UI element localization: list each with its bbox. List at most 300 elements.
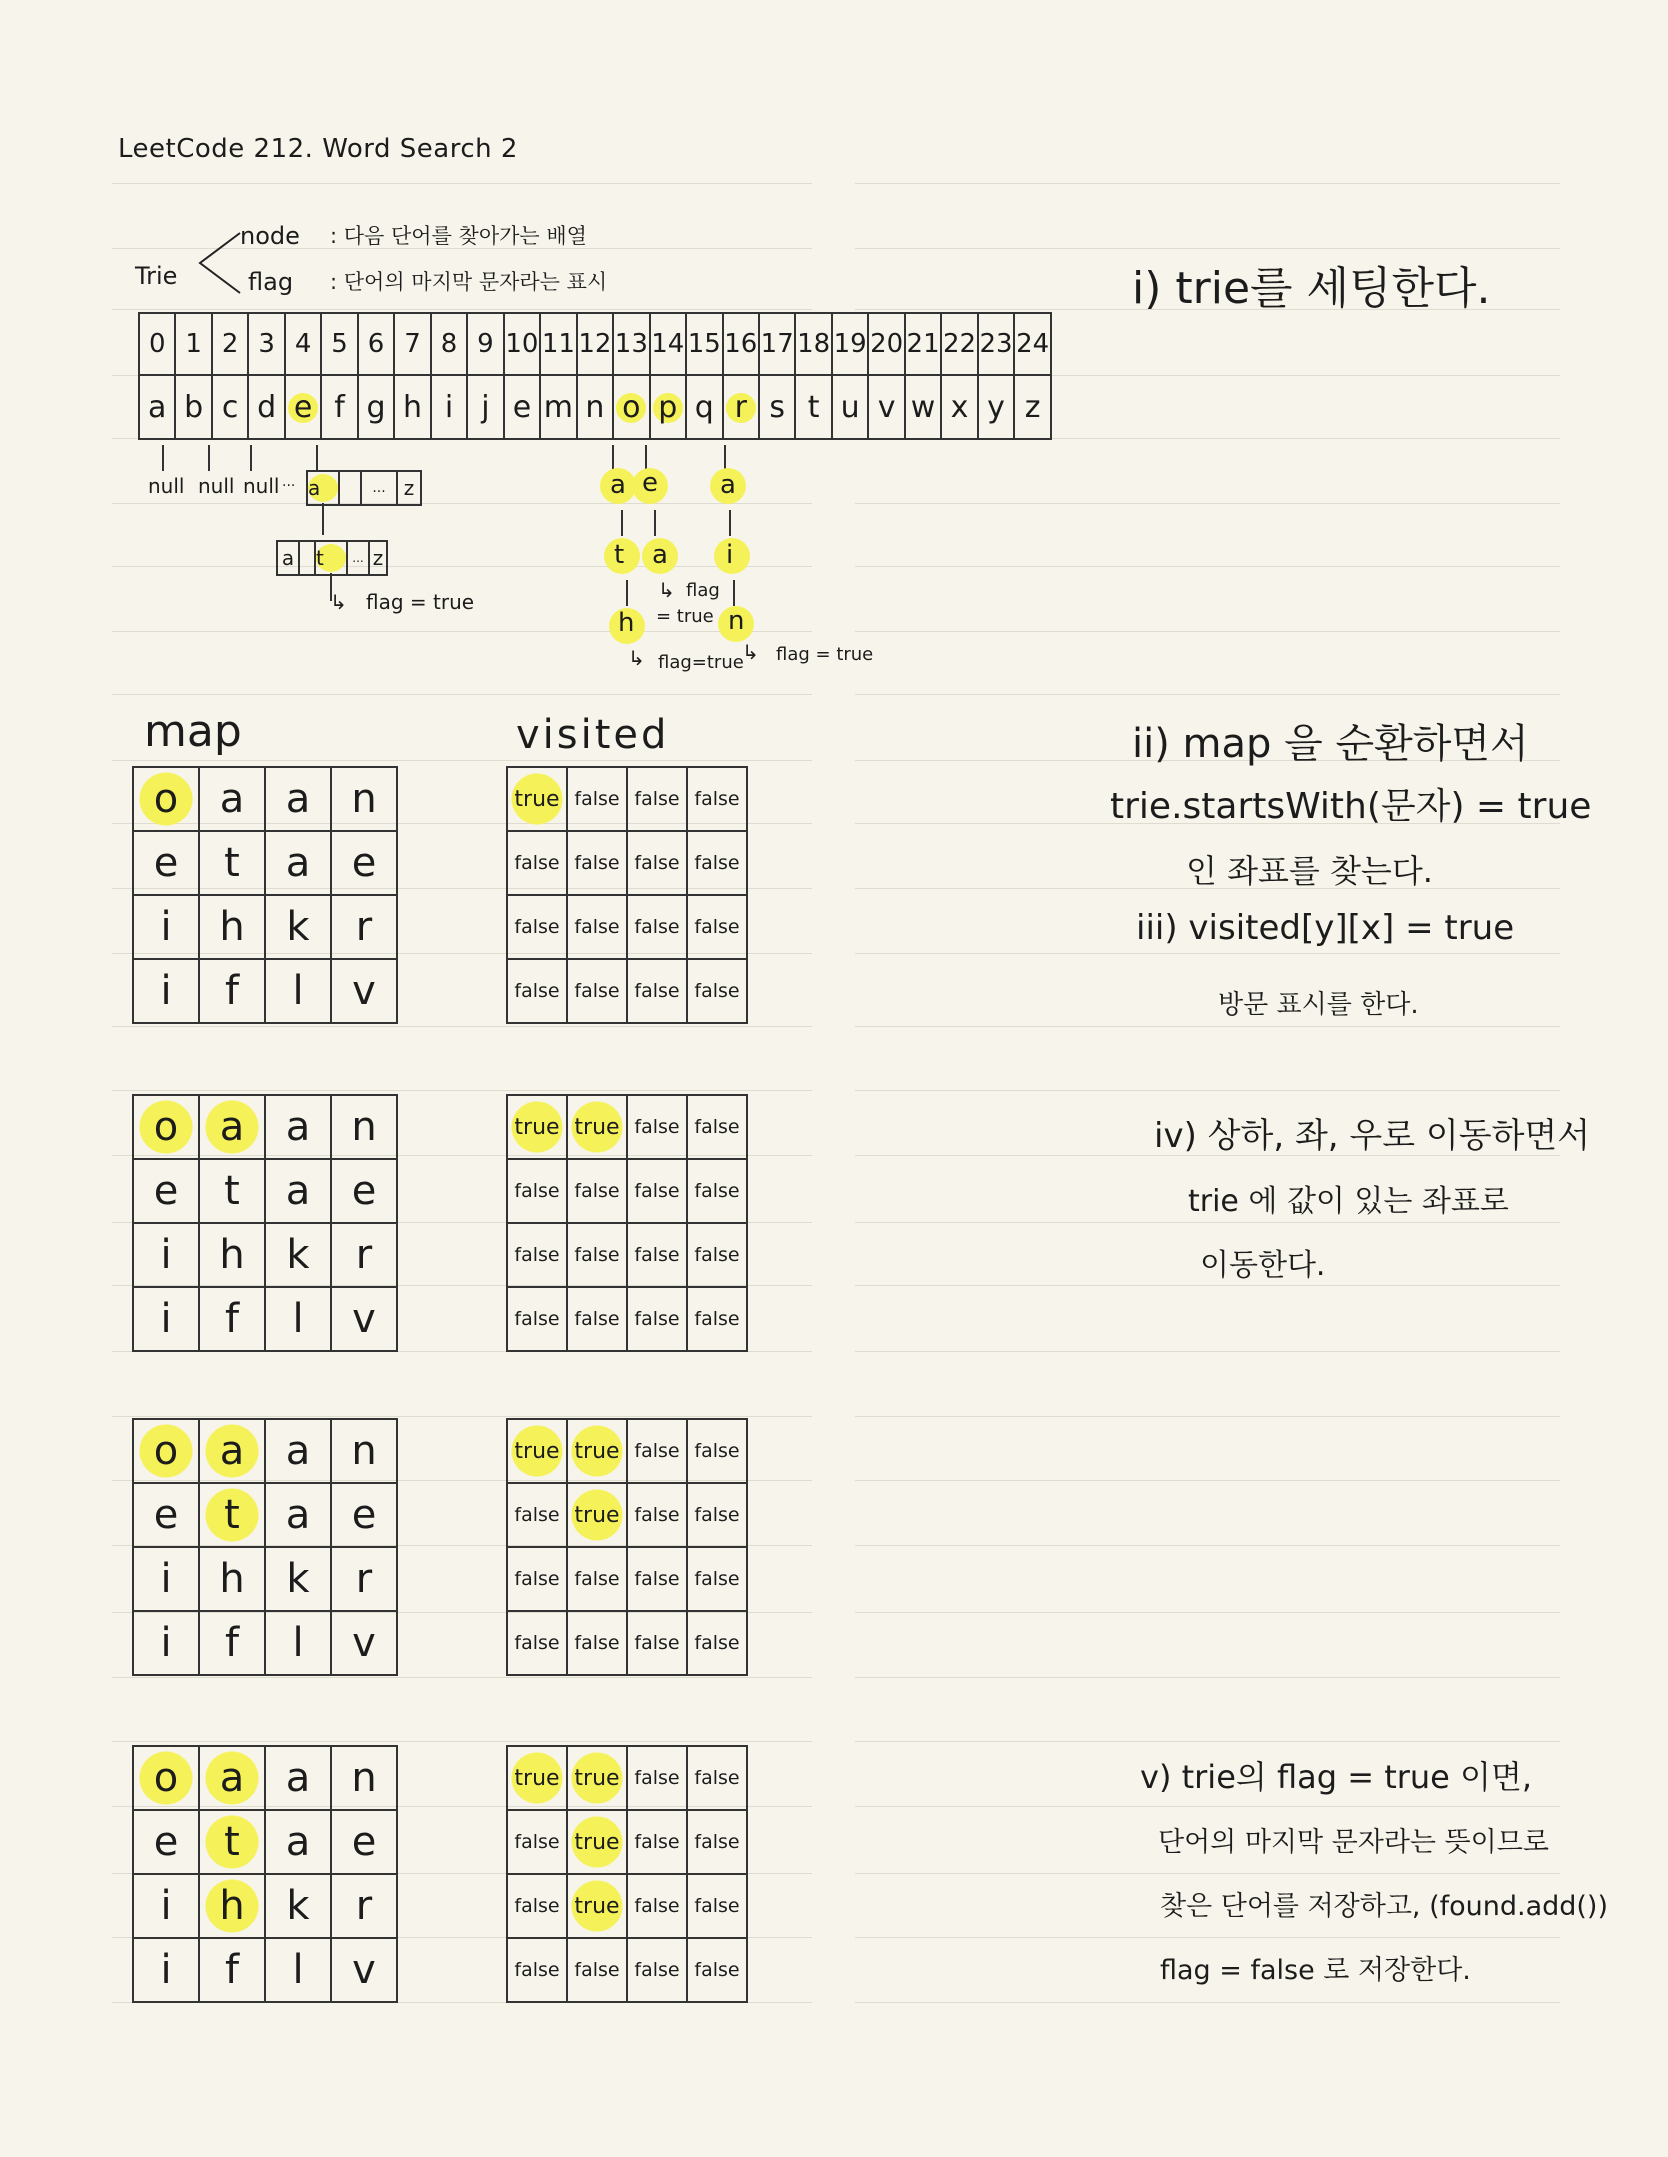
map-cell: t [199, 1483, 265, 1547]
visited-cell: false [567, 1938, 627, 2002]
visited-cell: false [687, 1746, 747, 1810]
visited-cell: false [507, 1159, 567, 1223]
visited-cell: false [567, 1287, 627, 1351]
ruled-line [855, 1741, 1560, 1742]
map-cell: h [199, 1874, 265, 1938]
visited-row [507, 1547, 747, 1611]
map-cell: a [265, 1159, 331, 1223]
ruled-line [112, 503, 812, 504]
visited-cell: false [627, 1419, 687, 1483]
map-cell: h [199, 1223, 265, 1287]
visited-cell: false [627, 959, 687, 1023]
null-label: null [148, 474, 185, 498]
visited-row [507, 1095, 747, 1159]
node-label: node [240, 222, 300, 250]
visited-cell: false [507, 895, 567, 959]
ruled-line [112, 309, 812, 310]
map-cell: f [199, 959, 265, 1023]
step5-note-line3: 찾은 단어를 저장하고, (found.add()) [1160, 1891, 1608, 1922]
visited-cell: false [567, 1159, 627, 1223]
step2-note-line1: ii) map 을 순환하면서 [1132, 721, 1529, 767]
ruled-line [855, 2002, 1560, 2003]
visited-cell: false [687, 1547, 747, 1611]
visited-cell: true [567, 1095, 627, 1159]
map-cell: e [133, 831, 199, 895]
step5-note-line4: flag = false 로 저장한다. [1160, 1955, 1471, 1986]
map-cell: k [265, 1223, 331, 1287]
map-cell: o [133, 1419, 199, 1483]
visited-cell: false [567, 959, 627, 1023]
trie-cell-t: t [316, 544, 346, 572]
visited-cell: true [507, 767, 567, 831]
visited-cell: false [687, 1159, 747, 1223]
map-row [133, 1611, 397, 1675]
map-cell: o [133, 1746, 199, 1810]
trie-root-label: Trie [135, 262, 178, 290]
visited-row [507, 767, 747, 831]
flag-label: flag [248, 268, 294, 296]
alphabet-cell: c [212, 375, 248, 439]
alphabet-cell: y [978, 375, 1014, 439]
map-row [133, 767, 397, 831]
visited-cell: false [687, 767, 747, 831]
index-cell: 11 [540, 313, 576, 375]
map-cell: n [331, 1095, 397, 1159]
index-cell: 20 [868, 313, 904, 375]
visited-cell: false [687, 1223, 747, 1287]
alphabet-cell: h [394, 375, 430, 439]
map-cell: v [331, 959, 397, 1023]
visited-cell: true [567, 1810, 627, 1874]
map-cell: i [133, 1938, 199, 2002]
ruled-line [855, 694, 1560, 695]
visited-cell: false [567, 1547, 627, 1611]
map-cell: h [199, 895, 265, 959]
visited-cell: false [507, 1483, 567, 1547]
map-cell: e [133, 1483, 199, 1547]
trie-char: h [618, 608, 635, 638]
visited-cell: false [627, 1611, 687, 1675]
visited-cell: false [687, 1810, 747, 1874]
map-cell: o [133, 1095, 199, 1159]
visited-cell: true [507, 1095, 567, 1159]
index-cell: 8 [431, 313, 467, 375]
map-row [133, 1419, 397, 1483]
visited-cell: false [627, 1547, 687, 1611]
index-cell: 16 [723, 313, 759, 375]
step3-note-line1: iii) visited[y][x] = true [1136, 908, 1515, 948]
branch-line [724, 445, 726, 470]
map-cell: a [265, 1746, 331, 1810]
ruled-line [855, 1806, 1560, 1807]
visited-cell: false [507, 1287, 567, 1351]
flag-true-note: flag = true [776, 644, 874, 665]
visited-grid [506, 1745, 748, 2003]
visited-row [507, 959, 747, 1023]
alphabet-highlight: o [616, 393, 646, 423]
map-row [133, 1095, 397, 1159]
visited-cell: true [567, 1419, 627, 1483]
branch-line [733, 580, 735, 606]
map-cell: i [133, 1611, 199, 1675]
visited-cell: false [687, 1095, 747, 1159]
trie-cell-a: a [308, 474, 338, 502]
visited-cell: false [627, 1483, 687, 1547]
visited-cell: false [687, 959, 747, 1023]
ruled-line [855, 1677, 1560, 1678]
alphabet-row [139, 375, 1051, 439]
visited-row [507, 1810, 747, 1874]
index-cell: 5 [321, 313, 357, 375]
alphabet-cell: b [175, 375, 211, 439]
alphabet-highlight: e [288, 393, 318, 423]
alphabet-index-table [138, 312, 1052, 440]
trie-cell-a: a [278, 542, 300, 574]
node-desc: : 다음 단어를 찾아가는 배열 [330, 224, 587, 248]
visited-row [507, 895, 747, 959]
map-cell: e [331, 1810, 397, 1874]
ruled-line [112, 631, 812, 632]
trie-bracket [195, 228, 245, 298]
step3-note-line2: 방문 표시를 한다. [1218, 990, 1419, 1020]
map-cell: e [133, 1159, 199, 1223]
map-grid [132, 766, 398, 1024]
map-cell: i [133, 1547, 199, 1611]
visited-row [507, 1159, 747, 1223]
trie-cell-ellipsis: ... [362, 472, 398, 504]
alphabet-cell: u [832, 375, 868, 439]
branch-line [626, 580, 628, 606]
visited-grid [506, 1094, 748, 1352]
visited-row [507, 831, 747, 895]
map-cell: v [331, 1938, 397, 2002]
visited-cell: false [567, 1611, 627, 1675]
trie-char: a [720, 470, 736, 500]
alphabet-cell: n [577, 375, 613, 439]
ruled-line [855, 248, 1560, 249]
visited-row [507, 1938, 747, 2002]
map-row [133, 1159, 397, 1223]
index-cell: 15 [686, 313, 722, 375]
visited-cell: false [507, 831, 567, 895]
map-row [133, 1874, 397, 1938]
map-cell: f [199, 1611, 265, 1675]
alphabet-cell [723, 375, 759, 439]
map-cell: a [265, 767, 331, 831]
arrow-icon: ↳ [658, 578, 675, 602]
visited-cell: false [567, 895, 627, 959]
alphabet-cell: d [248, 375, 284, 439]
map-cell: r [331, 1547, 397, 1611]
ruled-line [855, 566, 1560, 567]
visited-row [507, 1287, 747, 1351]
map-cell: i [133, 959, 199, 1023]
visited-cell: false [687, 831, 747, 895]
trie-cell-z: z [403, 476, 415, 500]
arrow-icon: ↳ [628, 646, 645, 670]
ruled-line [855, 1937, 1560, 1938]
map-cell: a [265, 1810, 331, 1874]
flag-desc: : 단어의 마지막 문자라는 표시 [330, 270, 608, 294]
alphabet-cell: s [759, 375, 795, 439]
map-row [133, 1287, 397, 1351]
map-cell: a [199, 1419, 265, 1483]
visited-cell: false [627, 895, 687, 959]
ruled-line [855, 503, 1560, 504]
step2-note-line3: 인 좌표를 찾는다. [1186, 852, 1433, 890]
visited-cell: false [687, 895, 747, 959]
map-cell: l [265, 959, 331, 1023]
map-cell: e [133, 1810, 199, 1874]
alphabet-cell: j [467, 375, 503, 439]
map-cell: a [199, 1095, 265, 1159]
map-row [133, 959, 397, 1023]
index-cell: 19 [832, 313, 868, 375]
branch-line [654, 510, 656, 536]
trie-char: a [610, 470, 626, 500]
index-cell: 22 [941, 313, 977, 375]
index-cell: 17 [759, 313, 795, 375]
branch-line [645, 445, 647, 470]
visited-row [507, 1746, 747, 1810]
alphabet-cell: z [1014, 375, 1051, 439]
trie-cell [300, 542, 316, 574]
visited-cell: false [687, 1483, 747, 1547]
trie-cell [340, 472, 362, 504]
ruled-line [855, 953, 1560, 954]
ruled-line [855, 183, 1560, 184]
alphabet-cell: f [321, 375, 357, 439]
step5-note-line1: v) trie의 flag = true 이면, [1140, 1758, 1533, 1796]
null-label: null [243, 474, 280, 498]
map-grid [132, 1745, 398, 2003]
map-cell: o [133, 767, 199, 831]
visited-cell: false [687, 1287, 747, 1351]
null-label: null [198, 474, 235, 498]
index-cell: 9 [467, 313, 503, 375]
map-cell: h [199, 1547, 265, 1611]
branch-line [162, 445, 164, 471]
visited-cell: false [627, 1810, 687, 1874]
index-cell: 0 [139, 313, 175, 375]
visited-grid [506, 1418, 748, 1676]
map-cell: n [331, 1419, 397, 1483]
ruled-line [855, 1222, 1560, 1223]
visited-row [507, 1223, 747, 1287]
step4-note-line2: trie 에 값이 있는 좌표로 [1188, 1184, 1509, 1219]
visited-cell: false [507, 959, 567, 1023]
map-cell: t [199, 1810, 265, 1874]
map-cell: t [199, 831, 265, 895]
visited-cell: false [687, 1874, 747, 1938]
map-cell: f [199, 1938, 265, 2002]
step4-note-line3: 이동한다. [1200, 1248, 1326, 1283]
trie-cell-z: z [372, 546, 384, 570]
alphabet-cell [650, 375, 686, 439]
map-grid [132, 1094, 398, 1352]
alphabet-cell: w [905, 375, 941, 439]
visited-grid [506, 766, 748, 1024]
visited-cell: false [627, 1095, 687, 1159]
trie-char: t [614, 540, 625, 570]
map-cell: n [331, 1746, 397, 1810]
alphabet-highlight: r [726, 393, 756, 423]
map-row [133, 1223, 397, 1287]
index-cell: 2 [212, 313, 248, 375]
visited-label: visited [516, 712, 670, 758]
visited-cell: false [627, 1287, 687, 1351]
page-title: LeetCode 212. Word Search 2 [118, 134, 518, 164]
map-cell: e [331, 1159, 397, 1223]
visited-cell: true [567, 1483, 627, 1547]
visited-cell: false [627, 1874, 687, 1938]
map-row [133, 1746, 397, 1810]
alphabet-cell [613, 375, 649, 439]
map-cell: i [133, 1287, 199, 1351]
visited-cell: true [567, 1746, 627, 1810]
trie-cell [316, 542, 348, 574]
map-cell: l [265, 1287, 331, 1351]
map-grid [132, 1418, 398, 1676]
map-cell: r [331, 1223, 397, 1287]
index-cell: 12 [577, 313, 613, 375]
visited-cell: false [507, 1874, 567, 1938]
alphabet-highlight: p [653, 393, 683, 423]
map-cell: a [265, 1095, 331, 1159]
visited-cell: false [507, 1810, 567, 1874]
step1-note: i) trie를 세팅한다. [1132, 263, 1491, 314]
trie-char: n [728, 606, 745, 636]
visited-cell: false [567, 831, 627, 895]
map-cell: a [199, 767, 265, 831]
alphabet-cell: x [941, 375, 977, 439]
map-row [133, 1810, 397, 1874]
trie-char: a [652, 540, 668, 570]
ruled-line [855, 1612, 1560, 1613]
visited-cell: false [567, 1223, 627, 1287]
map-cell: v [331, 1287, 397, 1351]
map-row [133, 1938, 397, 2002]
branch-line [250, 445, 252, 471]
branch-line [612, 445, 614, 470]
visited-cell: true [507, 1419, 567, 1483]
index-cell: 23 [978, 313, 1014, 375]
map-row [133, 831, 397, 895]
map-row [133, 1483, 397, 1547]
ruled-line [112, 1090, 812, 1091]
map-cell: k [265, 895, 331, 959]
visited-cell: false [627, 1746, 687, 1810]
map-cell: l [265, 1611, 331, 1675]
map-cell: i [133, 895, 199, 959]
alphabet-cell: q [686, 375, 722, 439]
map-label: map [144, 706, 242, 757]
alphabet-cell: v [868, 375, 904, 439]
index-cell: 21 [905, 313, 941, 375]
arrow-icon: ↳ [742, 640, 759, 664]
map-row [133, 1547, 397, 1611]
ruled-line [855, 1285, 1560, 1286]
index-cell: 6 [358, 313, 394, 375]
alphabet-cell: g [358, 375, 394, 439]
flag-true-note: flag = true [366, 590, 475, 614]
map-cell: a [199, 1746, 265, 1810]
alphabet-cell: e [504, 375, 540, 439]
visited-cell: true [507, 1746, 567, 1810]
visited-cell: false [507, 1547, 567, 1611]
visited-row [507, 1419, 747, 1483]
map-cell: t [199, 1159, 265, 1223]
visited-cell: false [687, 1938, 747, 2002]
ruled-line [855, 631, 1560, 632]
visited-cell: true [567, 1874, 627, 1938]
visited-cell: false [507, 1938, 567, 2002]
ruled-line [112, 566, 812, 567]
ruled-line [112, 694, 812, 695]
index-row [139, 313, 1051, 375]
map-cell: e [331, 831, 397, 895]
map-cell: l [265, 1938, 331, 2002]
ruled-line [112, 1416, 812, 1417]
index-cell: 1 [175, 313, 211, 375]
trie-char: e [642, 468, 658, 498]
flag-true-note: flag=true [658, 652, 744, 673]
ruled-line [112, 183, 812, 184]
index-cell: 4 [285, 313, 321, 375]
visited-cell: false [507, 1611, 567, 1675]
alphabet-cell: a [139, 375, 175, 439]
alphabet-cell: i [431, 375, 467, 439]
flag-note: flag [686, 580, 720, 601]
ruled-line [112, 760, 812, 761]
index-cell: 14 [650, 313, 686, 375]
map-cell: f [199, 1287, 265, 1351]
step4-note-line1: iv) 상하, 좌, 우로 이동하면서 [1154, 1116, 1591, 1156]
map-cell: a [265, 831, 331, 895]
index-cell: 3 [248, 313, 284, 375]
visited-cell: false [507, 1223, 567, 1287]
map-cell: a [265, 1419, 331, 1483]
map-row [133, 895, 397, 959]
ruled-line [855, 1090, 1560, 1091]
ruled-line [855, 1026, 1560, 1027]
visited-row [507, 1611, 747, 1675]
step5-note-line2: 단어의 마지막 문자라는 뜻이므로 [1158, 1827, 1549, 1858]
alphabet-cell: m [540, 375, 576, 439]
trie-node-e [306, 470, 422, 506]
visited-cell: false [687, 1419, 747, 1483]
map-cell: i [133, 1874, 199, 1938]
visited-cell: false [627, 1223, 687, 1287]
trie-cell [308, 472, 340, 504]
ruled-line [112, 1741, 812, 1742]
alphabet-cell: t [795, 375, 831, 439]
alphabet-cell [285, 375, 321, 439]
index-cell: 13 [613, 313, 649, 375]
map-cell: k [265, 1547, 331, 1611]
visited-cell: false [687, 1611, 747, 1675]
arrow-icon: ↳ [330, 590, 347, 614]
branch-line [316, 445, 318, 471]
visited-cell: false [627, 767, 687, 831]
ruled-line [855, 1545, 1560, 1546]
ruled-line [855, 1416, 1560, 1417]
step2-note-line2: trie.startsWith(문자) = true [1110, 786, 1592, 827]
flag-eq-note: = true [656, 606, 714, 627]
ruled-line [112, 1026, 812, 1027]
map-cell: r [331, 895, 397, 959]
trie-char: i [726, 540, 734, 570]
